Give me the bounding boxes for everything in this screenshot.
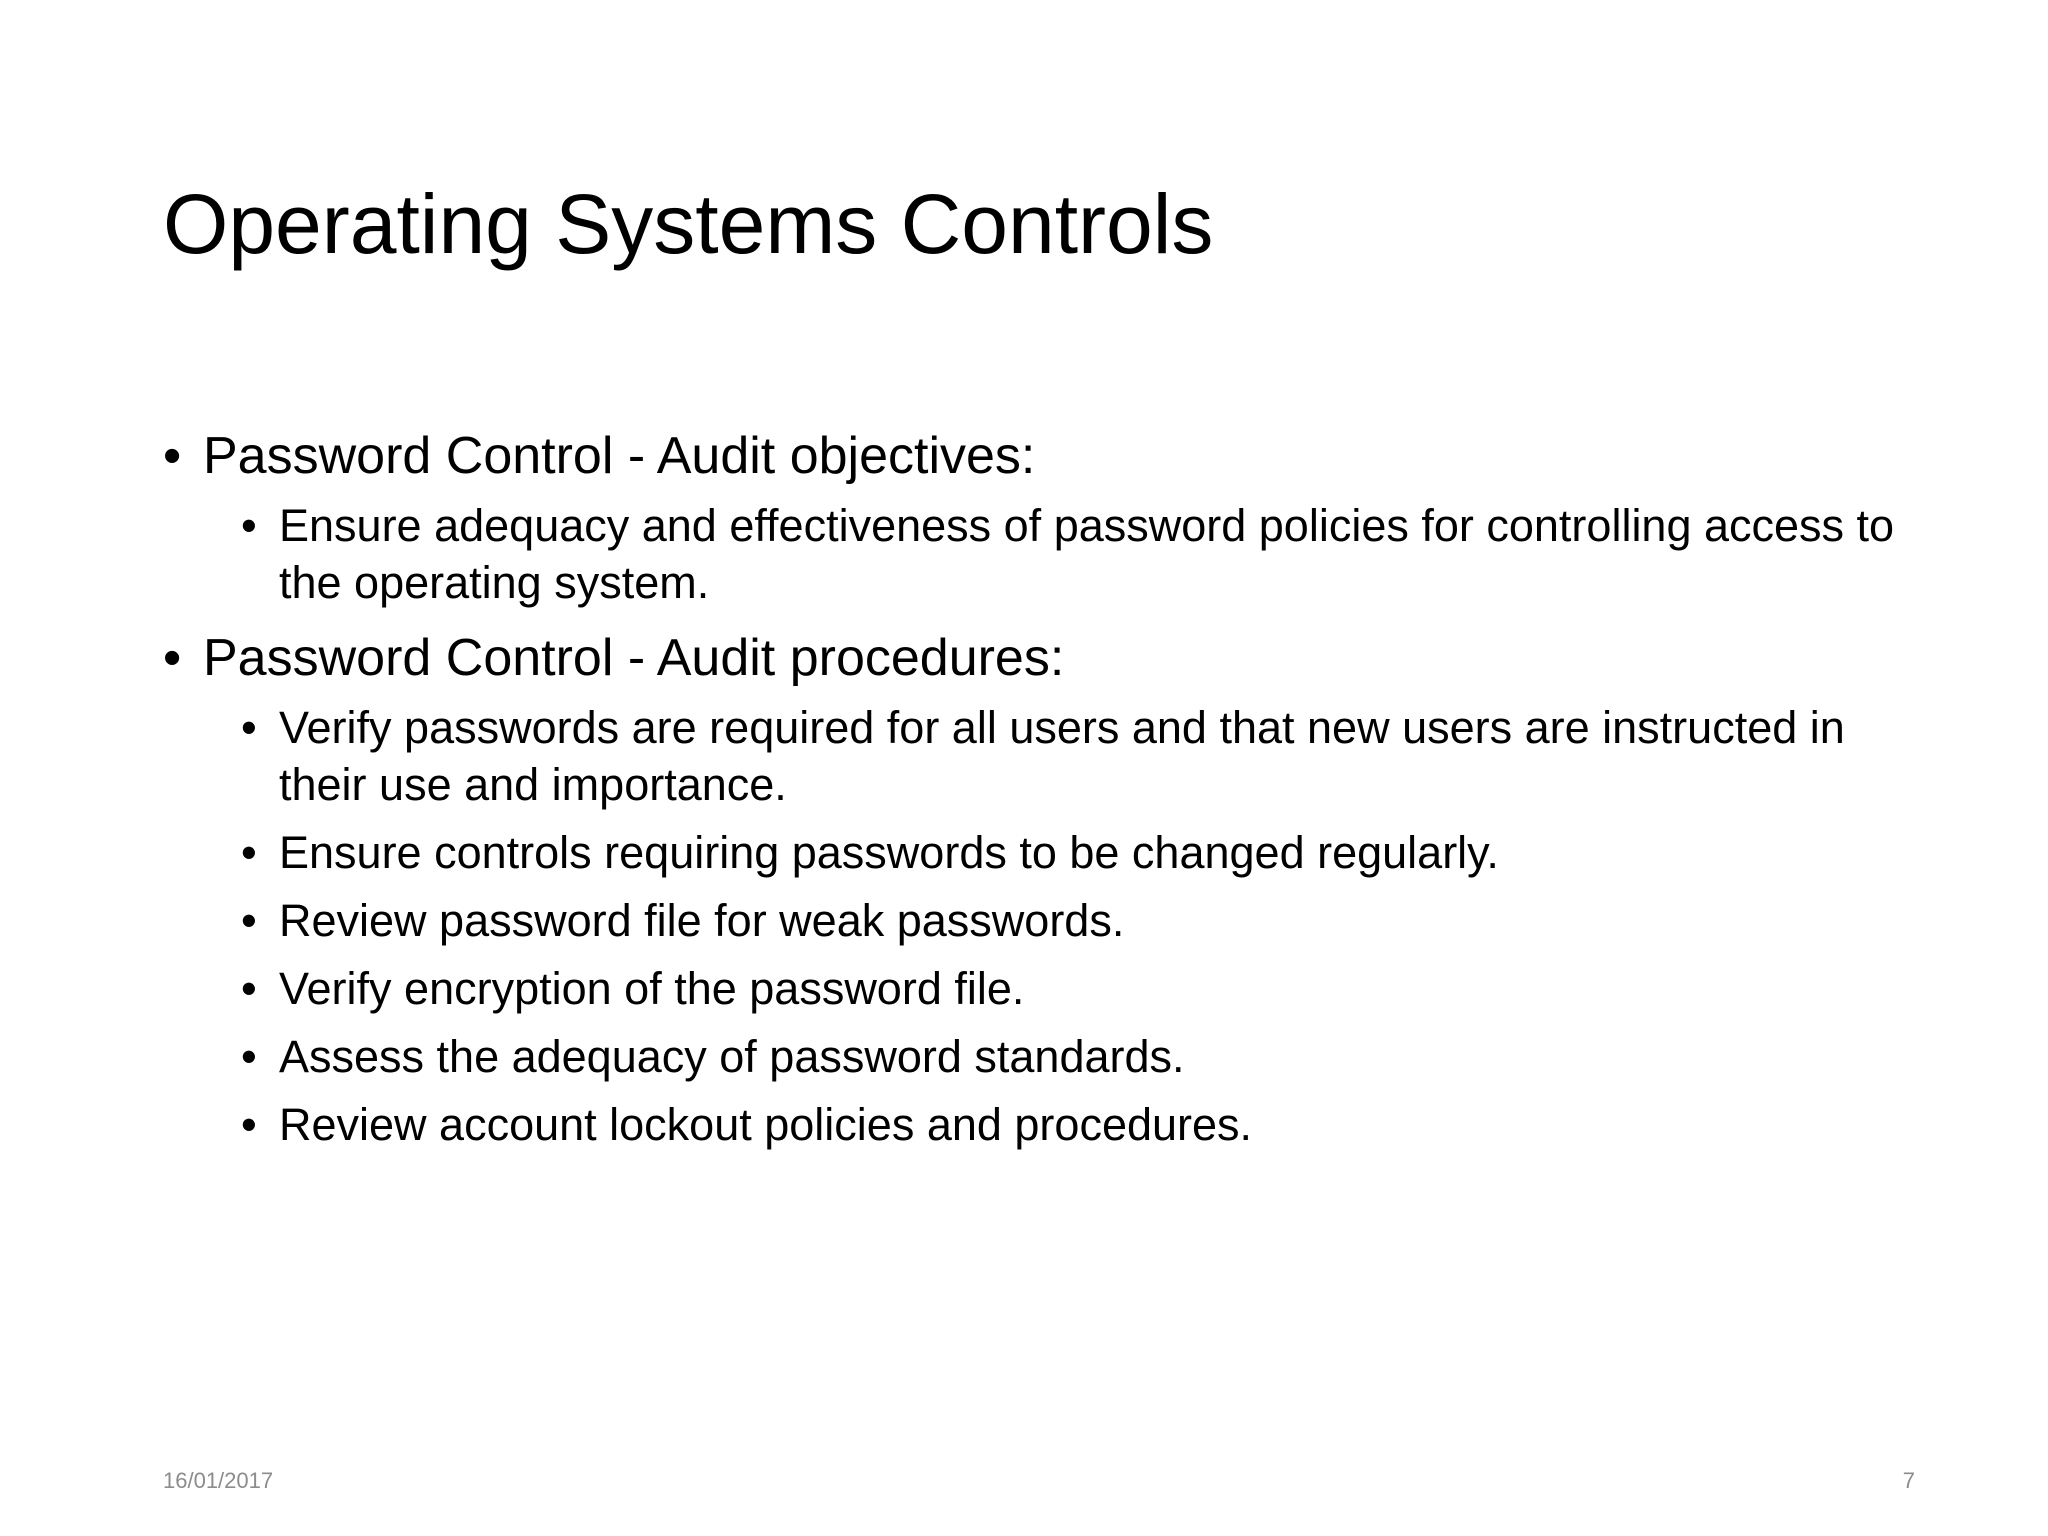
bullet-icon: • [163, 427, 182, 485]
bullet-text: Password Control - Audit objectives: [203, 427, 1036, 485]
bullet-icon: • [241, 963, 257, 1014]
bullet-text: Assess the adequacy of password standards. [279, 1031, 1185, 1082]
bullet-icon: • [241, 1099, 257, 1150]
bullet-text: Verify encryption of the password file. [279, 963, 1025, 1014]
bullet-level2-item [241, 1028, 1923, 1085]
bullet-icon: • [241, 500, 257, 551]
bullet-text: Ensure controls requiring passwords to be changed regularly. [279, 827, 1499, 878]
bullet-text: Review password file for weak passwords. [279, 895, 1125, 946]
bullet-text: Verify passwords are required for all users and that new users are instructed in their use and importance. [279, 702, 1845, 810]
bullet-icon: • [241, 827, 257, 878]
bullet-level2-item [241, 1096, 1923, 1153]
bullet-level1-procedures [163, 627, 1923, 689]
bullet-level2-item [241, 892, 1923, 949]
bullet-level1-objectives [163, 425, 1923, 487]
page-number: 7 [1902, 1468, 1915, 1493]
footer-date: 16/01/2017 [163, 1468, 274, 1493]
bullet-icon: • [241, 702, 257, 753]
bullet-level2-item [241, 699, 1923, 813]
bullet-icon: • [241, 1031, 257, 1082]
bullet-level2-item [241, 824, 1923, 881]
bullet-icon: • [241, 895, 257, 946]
bullet-text: Password Control - Audit procedures: [203, 629, 1065, 687]
bullet-text: Ensure adequacy and effectiveness of password policies for controlling access to the operating system. [279, 500, 1895, 608]
slide-title: Operating Systems Controls [163, 177, 1214, 271]
slide-content [163, 425, 1923, 1153]
bullet-level2-item [241, 497, 1923, 611]
bullet-icon: • [163, 629, 182, 687]
bullet-text: Review account lockout policies and procedures. [279, 1099, 1253, 1150]
bullet-level2-item [241, 960, 1923, 1017]
